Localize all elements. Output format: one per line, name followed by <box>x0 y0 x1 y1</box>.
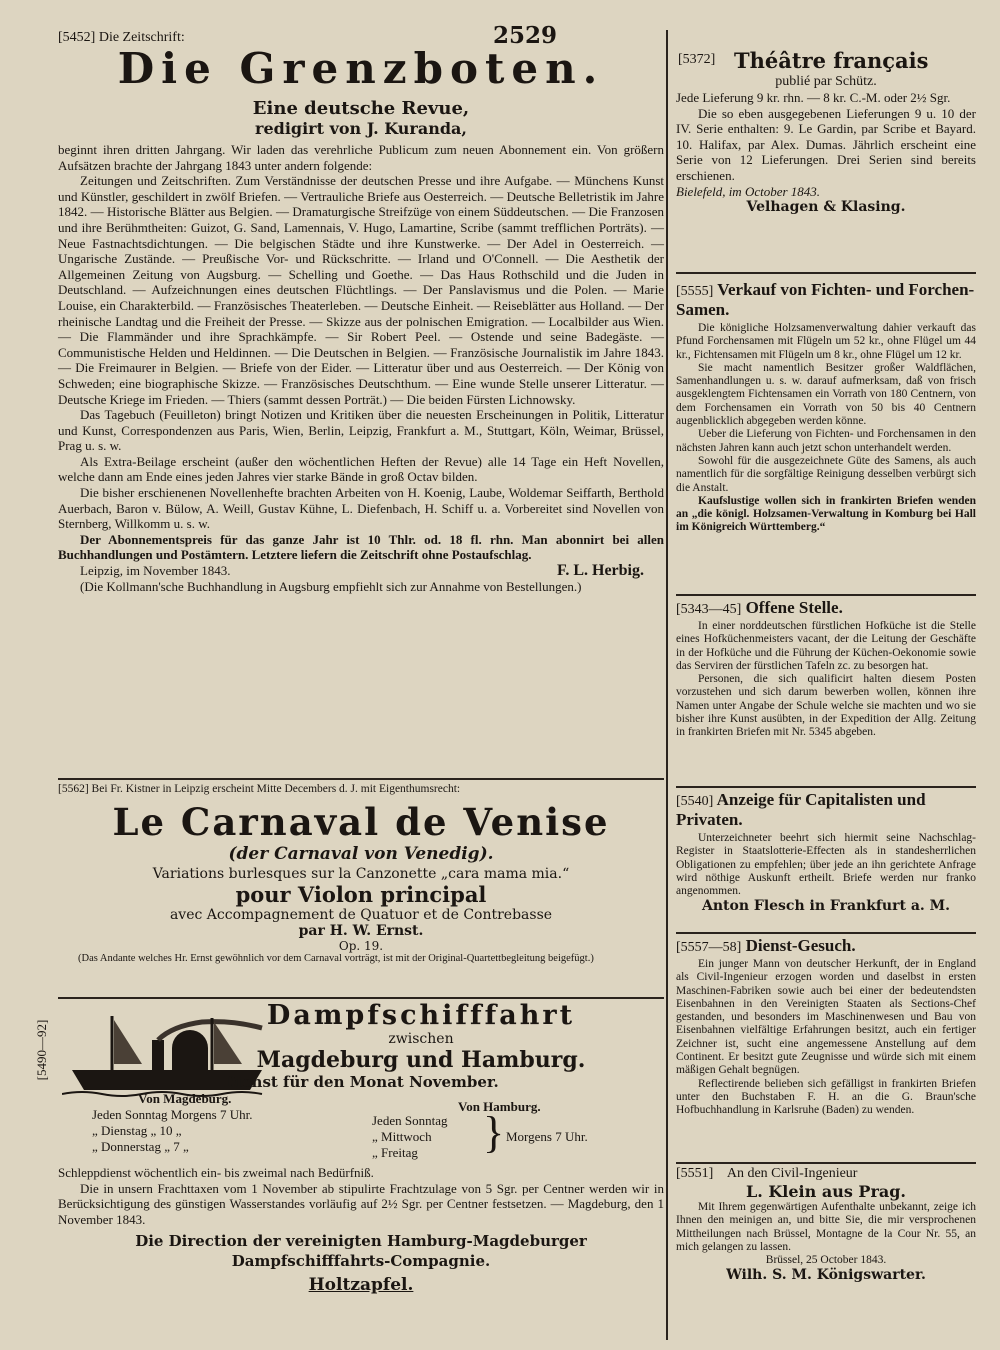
ad-title: Offene Stelle. <box>745 598 843 617</box>
cities: Magdeburg und Hamburg. <box>256 1047 586 1073</box>
text-paragraph: Als Extra-Beilage erscheint (außer den wöchentlichen Heften der Revue) alle 14 Tage ein Heft Novellen, welche dann am Ende eines jeden Jahres vier starke Bände in groß Octav bilden. <box>58 453 664 485</box>
text-line: avec Accompagnement de Quatuor et de Contrebasse <box>169 907 553 923</box>
text-paragraph: Jede Lieferung 9 kr. rhn. — 8 kr. C.-M. oder 2½ Sgr. <box>676 90 951 105</box>
ad-fichten <box>676 280 976 535</box>
ad-offene-stelle <box>676 598 976 740</box>
text-paragraph: In einer norddeutschen fürstlichen Hofküche ist die Stelle eines Hofküchenmeisters vacant, der die Leitung der Geschäfte in der Hofküche und die Führung der Küchen-Oekonomie sowie das Serviren der fürstlichen Tafeln zc. zu besorgen hat. <box>676 620 976 672</box>
ad-subtitle: (der Carnaval von Venedig). <box>228 844 494 864</box>
text-line: Schleppdienst wöchentlich ein- bis zweimal nach Bedürfniß. <box>58 1165 374 1180</box>
text-paragraph: Personen, die sich qualificirt halten diesem Posten vorzustehen und sich darum bewerben wollen, können ihre Namen unter Angabe der Schule welche sie machten und wo sie bisher ihre Kunst ausübten, in der Expedition der Allg. Zeitung in frankirten Briefen mit Nr. 5345 abgeben. <box>676 673 976 739</box>
signature-name: Holtzapfel. <box>308 1275 414 1296</box>
text-paragraph: Die so eben ausgegebenen Lieferungen 9 u. 10 der IV. Serie enthalten: 9. Le Gardin, par Scribe et Bayard. 10. Halifax, par Alex. Dumas. Jährlich erscheint eine Serie von 12 Lieferungen. Drei Serien sind bereits erschienen. <box>676 105 976 183</box>
ad-number: [5555] <box>676 284 714 299</box>
text-paragraph: Das Tagebuch (Feuilleton) bringt Notizen und Kritiken über die neuesten Erscheinungen in Politik, Litteratur und Kunst, Correspondenzen aus Paris, Wien, Berlin, Leipzig, Frankfurt a. M., Stuttgart, Köln, Weimar, Brüssel, Prag u. s. w. <box>58 407 664 454</box>
divider <box>676 1162 976 1164</box>
text-paragraph: Ein junger Mann von deutscher Herkunft, der in England als Civil-Ingenieur erzogen worden und daselbst in ersten Maschinen-Fabriken sowie auch bei einer der bedeutendsten Eisenbahnen in den Vereinigten Staaten als Sections-Chef gestanden, und besonders im Maschinenwesen und Bau von Eisenbahnen vielfältige Erfahrungen besitzt, auch ein fertiger Zeichner ist, sucht eine angemessene Anstellung auf dem Continent. Er besitzt gute Zeugnisse und würde sich mit einem mäßigen Gehalt begnügen. <box>676 958 976 1077</box>
ad-title: Théâtre français <box>734 48 929 73</box>
text-paragraph: Ueber die Lieferung von Fichten- und Forchensamen in den nächsten Jahren kann auch jetzt schon unterhandelt werden. <box>676 428 976 454</box>
ad-subtitle: Eine deutsche Revue, <box>252 98 470 119</box>
place-date: Brüssel, 25 October 1843. <box>765 1254 887 1267</box>
place-date: Bielefeld, im October 1843. <box>676 183 821 199</box>
text-paragraph: beginnt ihren dritten Jahrgang. Wir laden das verehrliche Publicum zum neuen Abonnement ein. Von größern Aufsätzen brachte der Jahrgang 1843 unter andern folgende: <box>58 142 664 173</box>
ad-editor: redigirt von J. Kuranda, <box>255 119 467 138</box>
ad-title: An den Civil-Ingenieur <box>726 1166 858 1181</box>
schedule-time: Morgens 7 Uhr. <box>506 1129 588 1144</box>
schedule-from-magdeburg: Von Magdeburg. <box>138 1091 232 1106</box>
page-number: 2529 <box>492 22 557 49</box>
opus: Op. 19. <box>338 939 384 953</box>
text-paragraph: Kaufslustige wollen sich in frankirten Briefen wenden an „die königl. Holzsamen-Verwaltung in Komburg bei Hall im Königreich Württemberg.“ <box>676 494 976 534</box>
signature: Die Direction der vereinigten Hamburg-Magdeburger Dampfschifffahrts-Compagnie. <box>135 1232 587 1271</box>
ad-intro: Bei Fr. Kistner in Leipzig erscheint Mitte Decembers d. J. mit Eigenthumsrecht: <box>91 783 461 795</box>
ad-title: Anzeige für Capitalisten und Privaten. <box>676 790 926 829</box>
ad-capitalisten <box>676 790 976 914</box>
composer: par H. W. Ernst. <box>298 923 424 939</box>
text-line: Variations burlesques sur la Canzonette „cara mama mia.“ <box>152 866 570 882</box>
signature: Anton Flesch in Frankfurt a. M. <box>701 898 951 915</box>
ad-number: [5551] <box>676 1166 714 1181</box>
text-line: pour Violon principal <box>235 882 487 907</box>
ad-number: [5490—92] <box>34 1019 49 1081</box>
schedule-row: Jeden Sonntag Morgens 7 Uhr. <box>92 1107 253 1122</box>
ad-byline: publié par Schütz. <box>775 74 877 89</box>
text-paragraph: Die in unsern Frachttaxen vom 1 November ab stipulirte Frachtzulage von 5 Sgr. per Centner werden wir in Berücksichtigung des günstigen Wasserstandes vorläufig auf 2½ Sgr. per Centner festsetzen. — Magdeburg, den 1 November 1843. <box>58 1180 664 1227</box>
ad-title: Die Grenzboten. <box>117 44 605 93</box>
month-line: Dienst für den Monat November. <box>223 1073 499 1091</box>
ad-number: [5452] <box>58 30 96 45</box>
text-paragraph: Sowohl für die ausgezeichnete Güte des Samens, als auch namentlich für die sorgfältige Reinigung desselben verbürgt sich die Anstalt. <box>676 454 976 494</box>
text-line: zwischen <box>388 1031 454 1047</box>
ad-number: [5557—58] <box>676 940 742 955</box>
text-paragraph: Sie macht namentlich Besitzer großer Waldflächen, Samenhandlungen u. s. w. darauf aufmerksam, daß von frisch ausgeklengtem Fichtensamen ein Vorrath von 180 Centnern, von dem Forchensamen ein Vorrath von 50 bis 40 Centnern augenblicklich abgegeben werden könne. <box>676 361 976 428</box>
schedule-row: „ Dienstag „ 10 „ <box>92 1123 182 1138</box>
text-paragraph: Unterzeichneter beehrt sich hiermit seine Nachschlag-Register in Staatslotterie-Effecten als in standesherrlichen Obligationen zu empfehlen; über jede an ihn gerichtete Anfrage wird nöthige Auskunft ertheilt. Briefe werden nur franko angenommen. <box>676 832 976 898</box>
signature: Wilh. S. M. Königswarter. <box>726 1267 926 1284</box>
divider <box>58 778 664 780</box>
ad-dampfschifffahrt <box>58 1000 664 1295</box>
ad-number: [5540] <box>676 794 714 809</box>
ad-title: Le Carnaval de Venise <box>112 800 610 844</box>
schedule-table <box>58 1091 664 1163</box>
divider <box>58 997 664 999</box>
ad-civil-ingenieur <box>676 1166 976 1283</box>
divider <box>676 786 976 788</box>
divider <box>676 932 976 934</box>
ad-number: [5562] <box>58 783 89 795</box>
ad-title: Dampfschifffahrt <box>266 1000 576 1031</box>
ad-grenzboten <box>58 30 664 594</box>
text-paragraph: Die bisher erschienenen Novellenhefte brachten Arbeiten von H. Koenig, Laube, Woldemar Seiffarth, Berthold Auerbach, Baron v. Bülow, A. Weill, Gustav Kühne, L. Diefenbach, H. Schiff u. a. Vorbereitet sind Novellen von Sternberg, Willkomm u. s. w. <box>58 485 664 532</box>
divider <box>676 594 976 596</box>
note: (Das Andante welches Hr. Ernst gewöhnlich vor dem Carnaval vorträgt, ist mit der Original-Quartettbegleitung beigefügt.) <box>78 953 594 964</box>
ad-title: Dienst-Gesuch. <box>745 936 856 955</box>
ad-title: Verkauf von Fichten- und Forchen-Samen. <box>676 280 975 319</box>
text-paragraph: Der Abonnementspreis für das ganze Jahr ist 10 Thlr. od. 18 fl. rhn. Man abonnirt bei allen Buchhandlungen und Postämtern. Letztere liefern die Zeitschrift ohne Postaufschlag. <box>58 531 664 563</box>
ad-carnaval <box>58 782 664 965</box>
text-paragraph: (Die Kollmann'sche Buchhandlung in Augsburg empfiehlt sich zur Annahme von Bestellungen.) <box>80 578 582 594</box>
publisher-signature: F. L. Herbig. <box>557 562 644 580</box>
place-date: Leipzig, im November 1843. <box>80 563 231 579</box>
schedule-row: „ Donnerstag „ 7 „ <box>92 1139 189 1154</box>
text-paragraph: Die königliche Holzsamenverwaltung dahier verkauft das Pfund Forchensamen mit Flügeln um 52 kr., ohne Flügel um 44 kr., Fichtensamen mit Flügeln um 8 kr., ohne Flügel um 12 kr. <box>676 322 976 361</box>
schedule-from-hamburg: Von Hamburg. <box>458 1099 541 1114</box>
divider <box>676 272 976 274</box>
text-paragraph: Reflectirende belieben sich gefälligst in frankirten Briefen unter den Buchstaben F. H. an die G. Braun'sche Hofbuchhandlung in Karlsruhe (Baden) zu wenden. <box>676 1077 976 1117</box>
ad-number: [5343—45] <box>676 602 742 617</box>
text-paragraph: Mit Ihrem gegenwärtigen Aufenthalte unbekannt, zeige ich Ihnen den meinigen an, und bitte Sie, die mir versprochenen Mittheilungen nach Brüssel, Montagne de la Cour Nr. 55, an mich gelangen zu lassen. <box>676 1201 976 1253</box>
schedule-row: „ Mittwoch <box>372 1129 432 1144</box>
ad-number: [5372] <box>678 52 716 67</box>
schedule-row: „ Freitag <box>372 1145 418 1160</box>
ad-dienst-gesuch <box>676 936 976 1118</box>
schedule-row: Jeden Sonntag <box>372 1113 448 1128</box>
ad-theatre <box>676 48 976 215</box>
text-paragraph: Zeitungen und Zeitschriften. Zum Verständnisse der deutschen Presse und ihre Aufgabe. — Münchens Kunst und Künstler, geschildert in zwölf Briefen. — Vertrauliche Briefe aus Oesterreich. — Deutsche Belletristik im Jahre 1842. — Historische Blätter aus Belgien. — Dramaturgische Streifzüge von einem Süddeutschen. — Die Franzosen und ihre Berühmtheiten: Guizot, G. Sand, Lamennais, V. Hugo, Lamartine, Scribe (sammt trefflichen Porträts). — Neue Fastnachtsdichtungen. — Die belgischen Städte und ihre Kunstwerke. — Der Adel in Oesterreich. — Ungarische Zustände. — Preußische Vor- und Rückschritte. — Irland und O'Connell. — Die Aesthetik der Allgemeinen Zeitung von Augsburg. — Schelling und Goethe. — Das Haus Rothschild und die Juden in Deutschland. — Aufzeichnungen eines deutschen Flüchtlings. — Der Panslavismus und die Polen. — Marie Louise, ein Charakterbild. — Französisches Theaterleben. — Deutsche Einheit. — Reiseblätter aus Holland. — Der rheinische Landtag und die Freiheit der Presse. — Skizze aus der polnischen Emigration. — Localbilder aus Wien. — Die Flammänder und ihre Sprachkämpfe. — Sir Robert Peel. — Ostende und seine Badegäste. — Communistische Helden und Heldinnen. — Die Deutschen in Belgien. — Französische Journalistik im Jahre 1843. — Die Freimaurer in Belgien. — Briefe von der Eider. — Litteratur über und aus Oesterreich. — Der König von Schweden; eine biographische Skizze. — Französisches Deutschthum. — Eine wunde Stelle unserer Litteratur. — Deutsche Kriege im Frieden. — Thiers (sammt dessen Porträt.) — Die beiden Fürsten Lichnowsky. <box>58 173 664 407</box>
column-divider <box>666 30 668 1340</box>
signature: Velhagen & Klasing. <box>746 199 906 216</box>
ad-intro: Die Zeitschrift: <box>98 30 185 45</box>
brace: } <box>483 1108 505 1157</box>
addressee: L. Klein aus Prag. <box>746 1182 906 1201</box>
